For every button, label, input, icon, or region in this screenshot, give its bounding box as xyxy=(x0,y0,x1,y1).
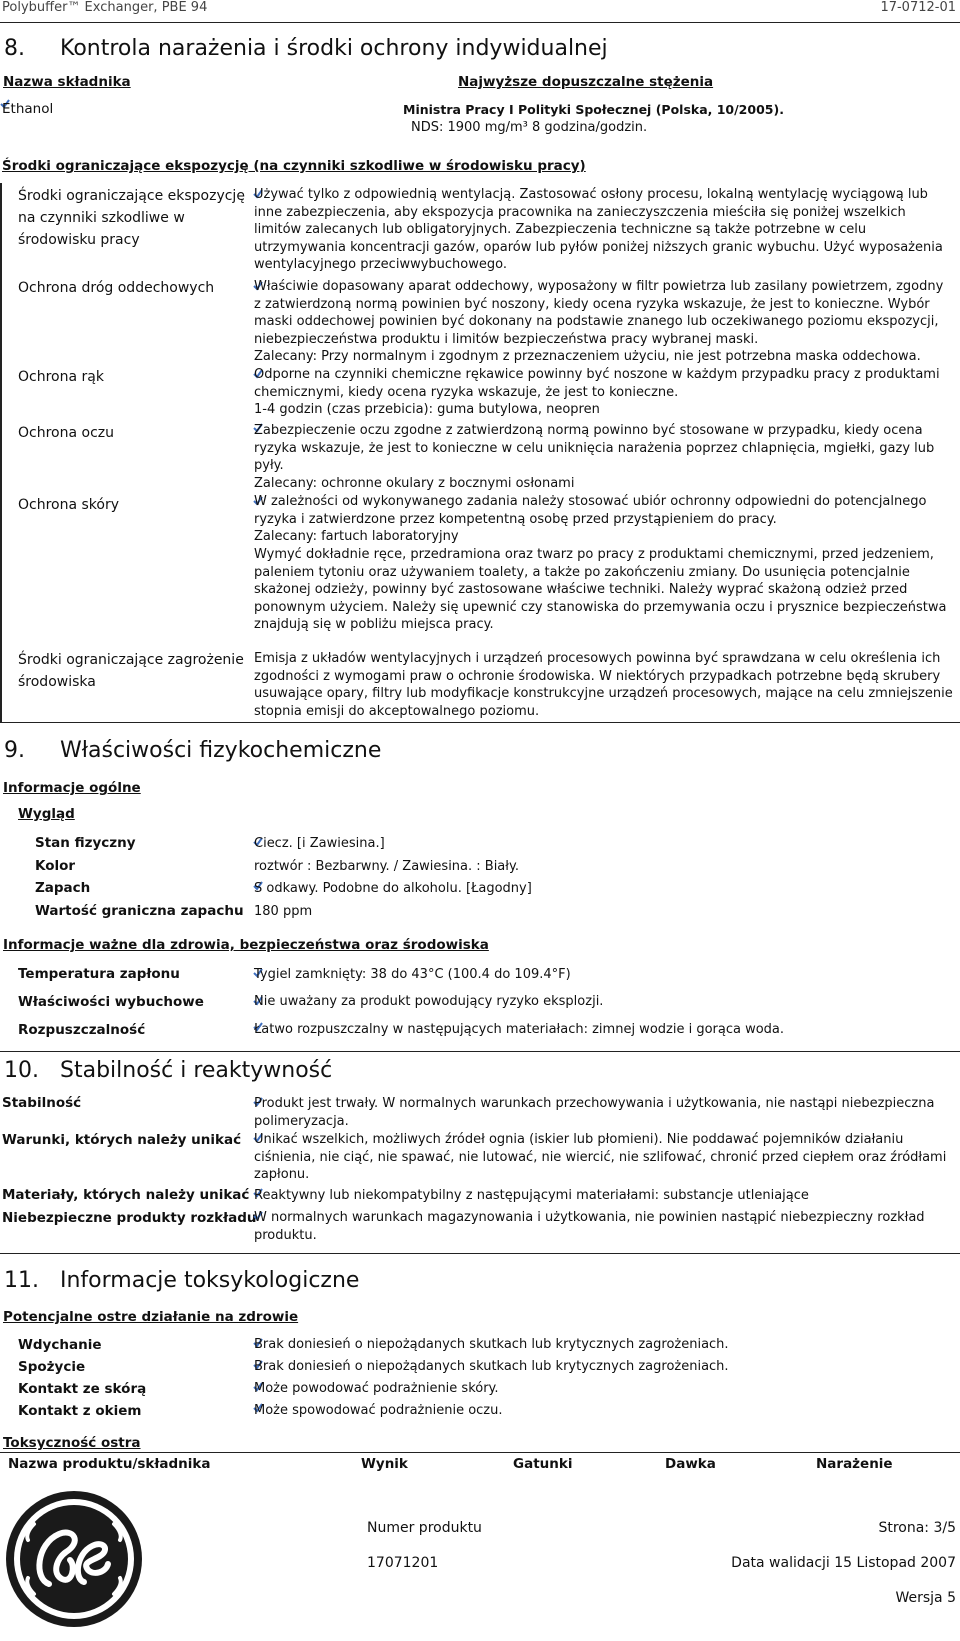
odor-threshold-value: 180 ppm xyxy=(254,904,313,919)
explosive-label: Właściwości wybuchowe xyxy=(18,994,204,1010)
table-col-exposure: Narażenie xyxy=(816,1456,893,1472)
version: Wersja 5 xyxy=(895,1590,956,1606)
document-id: 17-0712-01 xyxy=(880,0,956,15)
table-col-result: Wynik xyxy=(361,1456,408,1472)
hygiene-text: Wymyć dokładnie ręce, przedramiona oraz twarz po pracy z produktami chemicznymi, przed jedzeniem, paleniem tytoniu oraz używaniem toalety, a także po zakończeniu zmiany. Do usunięcia potencjalnie skażonej odzieży, powinny być zastosowane właściwe techniki. Należy wyprać skażoną odzież przed ponownym użyciem. Należy się upewnić czy stanowiska do przemywania oczu i prysznice bezpieczeństwa znajdują się w pobliżu miejsca pracy. xyxy=(254,547,947,632)
materials-value: Reaktywny lub niekompatybilny z następującymi materiałami: substancje utleniające xyxy=(254,1188,809,1203)
general-info-heading: Informacje ogólne xyxy=(3,780,141,796)
row-label-environmental: Środki ograniczające zagrożenie środowiska xyxy=(18,652,244,690)
flash-point-value: Tygiel zamknięty: 38 do 43°C (100.4 do 109.4°F) xyxy=(254,967,571,982)
flash-point-label: Temperatura zapłonu xyxy=(18,966,180,982)
inhalation-label: Wdychanie xyxy=(18,1337,102,1353)
product-number-label: Numer produktu xyxy=(367,1520,482,1536)
health-info-heading: Informacje ważne dla zdrowia, bezpieczeństwa oraz środowiska xyxy=(3,937,489,953)
exposure-controls-text: Używać tylko z odpowiednią wentylacją. Zastosować osłony procesu, lokalną wentylację wyciągową lub inne zabezpieczenia, aby ekspozycja pracownika na zanieczyszczenia mieściła się poniżej wszelkich limitów zalecanych lub obligatoryjnych. Zabezpieczenia techniczne są także potrzebne w celu utrzymywania koncentracji gazów, oparów lub pyłów poniżej niższych granic wybuchu. Użyć wyposażenia wentylacyjnego przeciwwybuchowego. xyxy=(254,187,943,272)
section-9-bottom-rule xyxy=(0,1051,960,1052)
eyes-text: Zabezpieczenie oczu zgodne z zatwierdzoną normą powinno być stosowane w przypadku, kiedy ocena ryzyka wskazuje, że jest to konieczne w celu uniknięcia narażenia poprzez chlapnięcia, mgiełki, gazy lub pyły. xyxy=(254,423,935,473)
conditions-label: Warunki, których należy unikać xyxy=(2,1132,242,1148)
section-11-title: 11. Informacje toksykologiczne xyxy=(4,1268,360,1293)
ingestion-label: Spożycie xyxy=(18,1359,86,1375)
respiratory-text: Właściwie dopasowany aparat oddechowy, wyposażony w filtr powietrza lub zasilany powietrzem, zgodny z zatwierdzoną normą powinien być noszony, kiedy ocena ryzyka wskazuje, że jest to konieczne. Wybór maski oddechowej powinien być dokonany na podstawie znanego lub oczekiwanego poziomu ekspozycji, niebezpieczeństwa produktu i limitów bezpieczeństwa pracy wybranej maski. xyxy=(254,279,944,347)
validation-date: Data walidacji 15 Listopad 2007 xyxy=(731,1555,956,1571)
skin-contact-value: Może powodować podrażnienie skóry. xyxy=(254,1381,499,1396)
explosive-value: Nie uważany za produkt powodujący ryzyko eksplozji. xyxy=(254,994,604,1009)
section-10-title: 10. Stabilność i reaktywność xyxy=(4,1058,333,1083)
skin-text: W zależności od wykonywanego zadania należy stosować ubiór ochronny odpowiedni do potencjalnego ryzyka i zatwierdzone przez kompetentną osobę przed przystąpieniem do pracy. xyxy=(254,494,927,527)
acute-effects-heading: Potencjalne ostre działanie na zdrowie xyxy=(3,1309,299,1325)
ge-logo-icon xyxy=(4,1484,144,1634)
solubility-value: Łatwo rozpuszczalny w następujących materiałach: zimnej wodzie i gorąca woda. xyxy=(254,1022,785,1037)
eye-contact-value: Może spowodować podrażnienie oczu. xyxy=(254,1403,503,1418)
odor-label: Zapach xyxy=(35,880,91,896)
acute-toxicity-heading: Toksyczność ostra xyxy=(3,1435,141,1451)
limit-value: NDS: 1900 mg/m³ 8 godzina/godzin. xyxy=(411,120,648,135)
product-number-value: 17071201 xyxy=(367,1555,439,1571)
limit-source: Ministra Pracy I Polityki Społecznej (Polska, 10/2005). xyxy=(403,102,784,117)
section-8-bottom-rule xyxy=(0,722,960,723)
header-rule xyxy=(0,22,960,23)
table-top-rule xyxy=(0,1452,960,1453)
odor-value: S odkawy. Podobne do alkoholu. [Łagodny] xyxy=(254,881,532,896)
stability-label: Stabilność xyxy=(2,1095,82,1111)
decomposition-value: W normalnych warunkach magazynowania i użytkowania, nie powinien nastąpić niebezpieczny rozkład produktu. xyxy=(254,1210,925,1243)
product-name: Polybuffer™ Exchanger, PBE 94 xyxy=(2,0,208,15)
table-col-species: Gatunki xyxy=(513,1456,573,1472)
row-label-exposure-controls: Środki ograniczające ekspozycję na czynniki szkodliwe w środowisku pracy xyxy=(18,188,245,248)
color-label: Kolor xyxy=(35,858,76,874)
row-label-eyes: Ochrona oczu xyxy=(18,425,114,441)
physical-state-value: Ciecz. [i Zawiesina.] xyxy=(254,836,385,851)
page-number: Strona: 3/5 xyxy=(878,1520,956,1536)
hands-breakthrough: 1-4 godzin (czas przebicia): guma butylowa, neopren xyxy=(254,402,600,417)
ingredient-column-header: Nazwa składnika xyxy=(3,74,131,90)
eye-contact-label: Kontakt z okiem xyxy=(18,1403,142,1419)
section-9-title: 9. Właściwości fizykochemiczne xyxy=(4,738,382,763)
exposure-controls-heading: Środki ograniczające ekspozycję (na czynniki szkodliwe w środowisku pracy) xyxy=(2,158,586,174)
section-8-title: 8. Kontrola narażenia i środki ochrony indywidualnej xyxy=(4,36,608,61)
conditions-value: Unikać wszelkich, możliwych źródeł ognia (iskier lub płomieni). Nie poddawać pojemników działaniu ciśnienia, nie ciąć, nie spawać, nie lutować, nie wiercić, nie szlifować, chronić przed ciepłem oraz źródłami zapłonu. xyxy=(254,1132,947,1182)
color-value: roztwór : Bezbarwny. / Zawiesina. : Biały. xyxy=(254,859,519,874)
row-label-respiratory: Ochrona dróg oddechowych xyxy=(18,280,215,296)
row-label-hands: Ochrona rąk xyxy=(18,369,104,385)
hands-text: Odporne na czynniki chemiczne rękawice powinny być noszone w każdym przypadku pracy z produktami chemicznymi, kiedy ocena ryzyka wskazuje, że jest to konieczne. xyxy=(254,367,940,400)
stability-value: Produkt jest trwały. W normalnych warunkach przechowywania i użytkowania, nie nastąpi niebezpieczna polimeryzacja. xyxy=(254,1096,935,1129)
table-col-name: Nazwa produktu/składnika xyxy=(8,1456,211,1472)
respiratory-recommended: Zalecany: Przy normalnym i zgodnym z przeznaczeniem użyciu, nie jest potrzebna maska oddechowa. xyxy=(254,349,921,364)
inhalation-value: Brak doniesień o niepożądanych skutkach lub krytycznych zagrożeniach. xyxy=(254,1337,729,1352)
limits-column-header: Najwyższe dopuszczalne stężenia xyxy=(458,74,714,90)
eyes-recommended: Zalecany: ochronne okulary z bocznymi osłonami xyxy=(254,476,575,491)
materials-label: Materiały, których należy unikać xyxy=(2,1187,250,1203)
odor-threshold-label: Wartość graniczna zapachu xyxy=(35,903,244,919)
environmental-text: Emisja z układów wentylacyjnych i urządzeń procesowych powinna być sprawdzana w celu określenia ich zgodności z wymogami praw o ochronie środowiska. W niektórych przypadkach potrzebne będą skrubery usuwające opary, filtry lub modyfikacje konstrukcyjne urządzeń procesowych, mające na celu zmniejszenie stopnia emisji do akceptowalnego poziomu. xyxy=(254,651,953,719)
skin-recommended: Zalecany: fartuch laboratoryjny xyxy=(254,529,459,544)
ingestion-value: Brak doniesień o niepożądanych skutkach lub krytycznych zagrożeniach. xyxy=(254,1359,729,1374)
table-col-dose: Dawka xyxy=(665,1456,716,1472)
ingredient-name: Ethanol xyxy=(2,101,54,117)
row-label-skin: Ochrona skóry xyxy=(18,497,120,513)
skin-contact-label: Kontakt ze skórą xyxy=(18,1381,147,1397)
section-10-bottom-rule xyxy=(0,1253,960,1254)
physical-state-label: Stan fizyczny xyxy=(35,835,136,851)
section-8-left-bar xyxy=(0,183,2,723)
solubility-label: Rozpuszczalność xyxy=(18,1022,146,1038)
decomposition-label: Niebezpieczne produkty rozkładu xyxy=(2,1210,257,1226)
appearance-heading: Wygląd xyxy=(18,806,75,822)
